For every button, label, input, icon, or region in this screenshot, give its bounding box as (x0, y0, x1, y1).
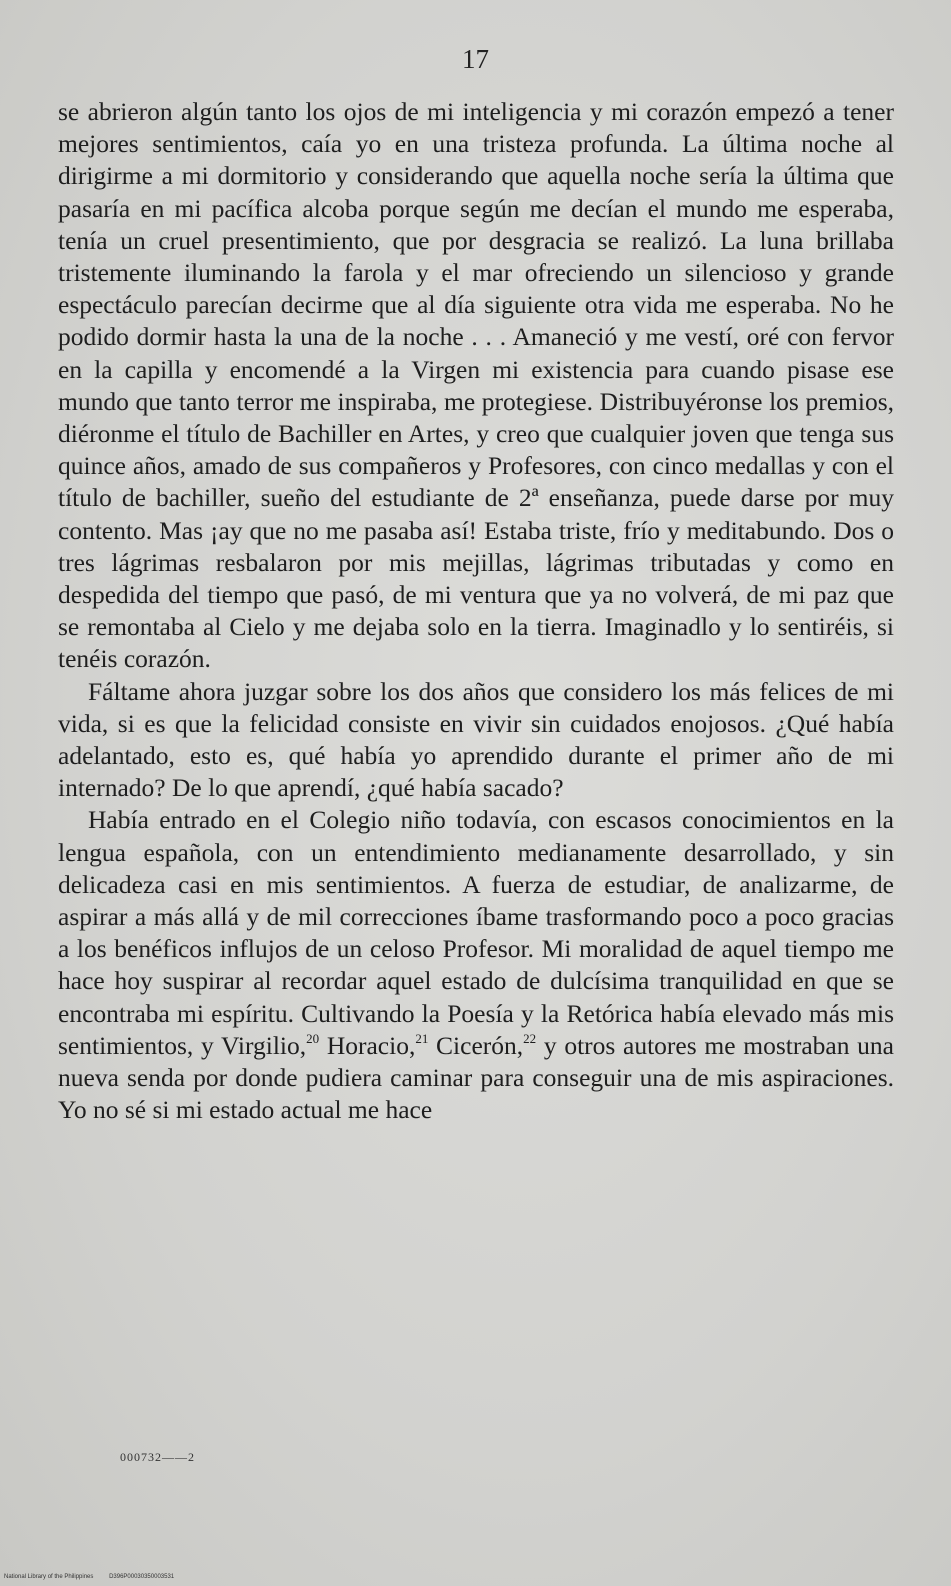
paragraph-3-part-d: y otros autores me mostraban una nueva senda por donde pudiera caminar para conseguir una de mis aspiraciones. Yo no sé si mi estado actual me hace (58, 1030, 894, 1125)
paragraph-3-part-c: Cicerón, (428, 1030, 524, 1060)
paragraph-3-part-b: Horacio, (319, 1030, 416, 1060)
body-text (58, 96, 894, 1127)
library-credit: National Library of the Philippines (4, 1574, 94, 1580)
printer-signature-mark: 000732——2 (120, 1450, 195, 1464)
footnote-ref-20: 20 (306, 1030, 320, 1046)
footnote-ref-22: 22 (523, 1030, 537, 1046)
paragraph-3 (58, 804, 894, 1126)
scan-footer (4, 1574, 188, 1580)
footnote-ref-21: 21 (415, 1030, 429, 1046)
record-id: D396P00030350003531 (109, 1574, 175, 1580)
paragraph-3-part-a: Había entrado en el Colegio niño todavía, con escasos conocimientos en la lengua española, con un entendimiento medianamente desarrollado, y sin delicadeza casi en mis sentimientos. A fuerza de estudiar, de analizarme, de aspirar a más allá y de mil correcciones íbame trasformando poco a poco gracias a los benéficos influjos de un celoso Profesor. Mi moralidad de aquel tiempo me hace hoy suspirar al recordar aquel estado de dulcísima tranquilidad en que se encontraba mi espíritu. Cultivando la Poesía y la Retórica había elevado más mis sentimientos, y Virgilio, (58, 805, 894, 1060)
paragraph-1: se abrieron algún tanto los ojos de mi inteligencia y mi corazón empezó a tener mejores sentimientos, caía yo en una tristeza profunda. La última noche al dirigirme a mi dormitorio y considerando que aquella noche sería la última que pasaría en mi pacífica alcoba porque según me decían el mundo me esperaba, tenía un cruel presentimiento, que por desgracia se realizó. La luna brillaba tristemente iluminando la farola y el mar ofreciendo un silencioso y grande espectáculo parecían decirme que al día siguiente otra vida me esperaba. No he podido dormir hasta la una de la noche . . . Amaneció y me vestí, oré con fervor en la capilla y encomendé a la Virgen mi existencia para cuando pisase ese mundo que tanto terror me inspiraba, me protegiese. Distribuyéronse los premios, diéronme el título de Bachiller en Artes, y creo que cualquier joven que tenga sus quince años, amado de sus compañeros y Profesores, con cinco medallas y con el título de bachiller, sueño del estudiante de 2ª enseñanza, puede darse por muy contento. Mas ¡ay que no me pasaba así! Estaba triste, frío y meditabundo. Dos o tres lágrimas resbalaron por mis mejillas, lágrimas tributadas y como en despedida del tiempo que pasó, de mi ventura que ya no volverá, de mi paz que se remontaba al Cielo y me dejaba solo en la tierra. Imaginadlo y lo sentiréis, si tenéis corazón. (58, 97, 894, 674)
paragraph-2: Fáltame ahora juzgar sobre los dos años que considero los más felices de mi vida, si es que la felicidad consiste en vivir sin cuidados enojosos. ¿Qué había adelantado, esto es, qué había yo aprendido durante el primer año de mi internado? De lo que aprendí, ¿qué había sacado? (58, 676, 894, 803)
page-number: 17 (462, 44, 489, 74)
